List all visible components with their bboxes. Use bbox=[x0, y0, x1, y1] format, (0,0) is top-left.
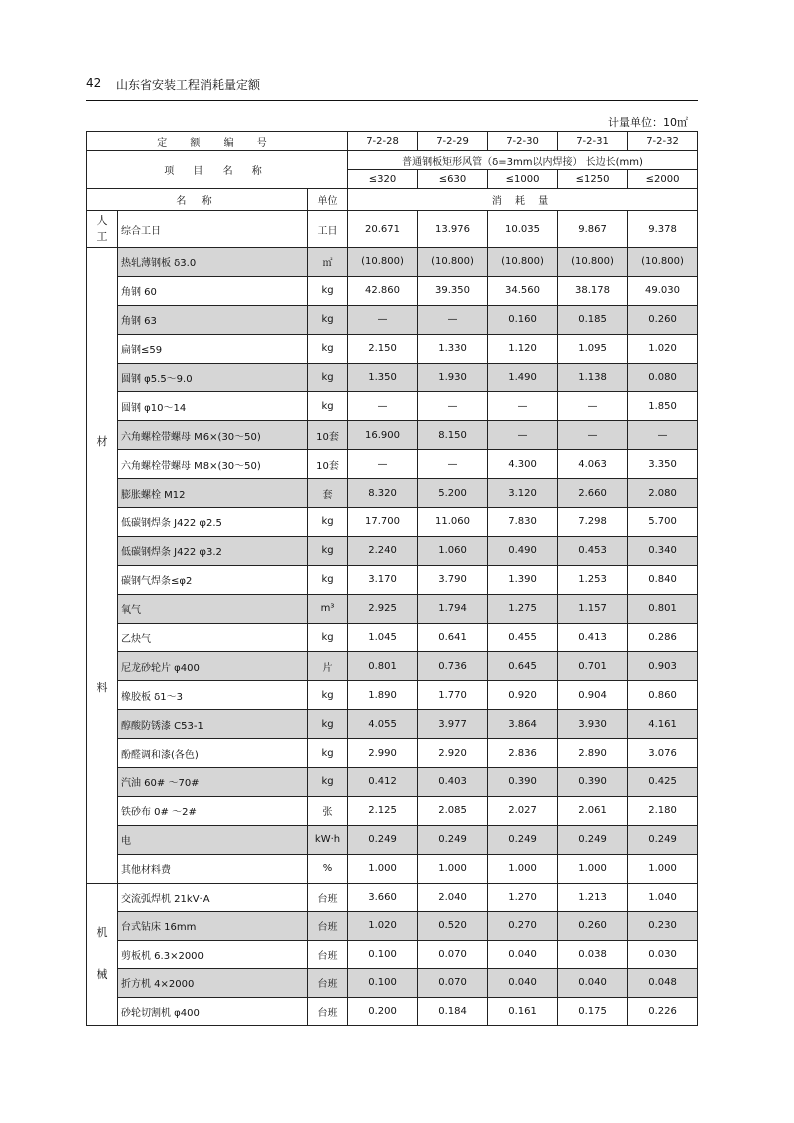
consumption-value: 2.836 bbox=[488, 739, 558, 768]
resource-name: 碳钢气焊条≤φ2 bbox=[118, 565, 308, 594]
material-row bbox=[87, 248, 698, 277]
consumption-value: 0.736 bbox=[418, 652, 488, 681]
consumption-value: 4.055 bbox=[348, 710, 418, 739]
consumption-value: 0.801 bbox=[628, 594, 698, 623]
labor-category-char: 工 bbox=[96, 230, 108, 243]
material-row bbox=[87, 565, 698, 594]
consumption-value: 1.000 bbox=[488, 854, 558, 883]
resource-name: 醇酸防锈漆 C53-1 bbox=[118, 710, 308, 739]
material-row bbox=[87, 710, 698, 739]
resource-name: 剪板机 6.3×2000 bbox=[118, 940, 308, 969]
header-rule bbox=[86, 100, 698, 101]
consumption-value: 1.138 bbox=[558, 363, 628, 392]
resource-unit: % bbox=[308, 854, 348, 883]
consumption-value: 2.920 bbox=[418, 739, 488, 768]
consumption-value: 1.930 bbox=[418, 363, 488, 392]
consumption-value: 0.038 bbox=[558, 940, 628, 969]
machine-row bbox=[87, 997, 698, 1026]
quota-number: 7-2-28 bbox=[348, 132, 418, 151]
resource-name: 铁砂布 0# ～2# bbox=[118, 796, 308, 825]
consumption-value: 1.390 bbox=[488, 565, 558, 594]
consumption-value: 0.701 bbox=[558, 652, 628, 681]
consumption-value: 0.270 bbox=[488, 912, 558, 941]
consumption-value: 8.150 bbox=[418, 421, 488, 450]
consumption-value: 13.976 bbox=[418, 211, 488, 248]
consumption-value: — bbox=[558, 392, 628, 421]
consumption-value: 1.040 bbox=[628, 883, 698, 912]
resource-unit: 台班 bbox=[308, 997, 348, 1026]
material-row bbox=[87, 508, 698, 537]
resource-unit: 10套 bbox=[308, 421, 348, 450]
resource-name: 乙炔气 bbox=[118, 623, 308, 652]
material-row bbox=[87, 623, 698, 652]
consumption-value: 0.080 bbox=[628, 363, 698, 392]
resource-unit: kg bbox=[308, 768, 348, 797]
material-row bbox=[87, 739, 698, 768]
labor-category-char: 人 bbox=[96, 213, 108, 227]
material-row bbox=[87, 768, 698, 797]
size-range: ≤1000 bbox=[488, 170, 558, 189]
consumption-value: 0.903 bbox=[628, 652, 698, 681]
consumption-value: 0.040 bbox=[558, 969, 628, 998]
consumption-value: 0.185 bbox=[558, 305, 628, 334]
consumption-value: 2.125 bbox=[348, 796, 418, 825]
page-number: 42 bbox=[86, 76, 102, 90]
resource-name: 砂轮切割机 φ400 bbox=[118, 997, 308, 1026]
consumption-value: 0.070 bbox=[418, 969, 488, 998]
consumption-value: 8.320 bbox=[348, 479, 418, 508]
resource-unit: kg bbox=[308, 392, 348, 421]
consumption-value: 1.045 bbox=[348, 623, 418, 652]
resource-unit: 10套 bbox=[308, 450, 348, 479]
material-row bbox=[87, 652, 698, 681]
consumption-value: 0.520 bbox=[418, 912, 488, 941]
consumption-value: 3.170 bbox=[348, 565, 418, 594]
resource-unit: 工日 bbox=[308, 211, 348, 248]
item-description-row bbox=[87, 151, 698, 170]
consumption-value: 3.076 bbox=[628, 739, 698, 768]
resource-name: 台式钻床 16mm bbox=[118, 912, 308, 941]
consumption-value: 5.700 bbox=[628, 508, 698, 537]
consumption-value: 7.830 bbox=[488, 508, 558, 537]
consumption-value: 1.095 bbox=[558, 334, 628, 363]
resource-name: 氧气 bbox=[118, 594, 308, 623]
col-consumption-header: 消 耗 量 bbox=[348, 189, 698, 211]
consumption-value: — bbox=[348, 392, 418, 421]
resource-unit: kg bbox=[308, 681, 348, 710]
material-row bbox=[87, 536, 698, 565]
consumption-value: 0.070 bbox=[418, 940, 488, 969]
consumption-value: 39.350 bbox=[418, 276, 488, 305]
consumption-value: 0.801 bbox=[348, 652, 418, 681]
resource-unit: 台班 bbox=[308, 912, 348, 941]
consumption-value: 42.860 bbox=[348, 276, 418, 305]
resource-name: 尼龙砂轮片 φ400 bbox=[118, 652, 308, 681]
resource-name: 圆钢 φ5.5～9.0 bbox=[118, 363, 308, 392]
size-range: ≤1250 bbox=[558, 170, 628, 189]
resource-unit: kg bbox=[308, 623, 348, 652]
consumption-value: 0.390 bbox=[488, 768, 558, 797]
resource-unit: kg bbox=[308, 739, 348, 768]
consumption-value: 2.180 bbox=[628, 796, 698, 825]
consumption-value: 1.850 bbox=[628, 392, 698, 421]
material-row bbox=[87, 594, 698, 623]
resource-unit: 台班 bbox=[308, 940, 348, 969]
consumption-value: 0.161 bbox=[488, 997, 558, 1026]
consumption-value: 16.900 bbox=[348, 421, 418, 450]
resource-unit: kW·h bbox=[308, 825, 348, 854]
material-category-char: 材 bbox=[96, 434, 108, 448]
material-row bbox=[87, 854, 698, 883]
consumption-value: 0.040 bbox=[488, 969, 558, 998]
material-row bbox=[87, 825, 698, 854]
resource-unit: 台班 bbox=[308, 883, 348, 912]
material-row bbox=[87, 276, 698, 305]
resource-unit: 套 bbox=[308, 479, 348, 508]
material-row bbox=[87, 479, 698, 508]
consumption-value: 1.270 bbox=[488, 883, 558, 912]
resource-unit: kg bbox=[308, 363, 348, 392]
resource-unit: 片 bbox=[308, 652, 348, 681]
consumption-value: 10.035 bbox=[488, 211, 558, 248]
consumption-value: 5.200 bbox=[418, 479, 488, 508]
machine-row bbox=[87, 969, 698, 998]
resource-name: 角钢 60 bbox=[118, 276, 308, 305]
consumption-value: 1.120 bbox=[488, 334, 558, 363]
column-header-row bbox=[87, 189, 698, 211]
resource-name: 折方机 4×2000 bbox=[118, 969, 308, 998]
consumption-value: 1.000 bbox=[348, 854, 418, 883]
consumption-value: 0.286 bbox=[628, 623, 698, 652]
consumption-value: 0.340 bbox=[628, 536, 698, 565]
consumption-value: 0.200 bbox=[348, 997, 418, 1026]
consumption-value: 0.249 bbox=[558, 825, 628, 854]
resource-name: 低碳钢焊条 J422 φ2.5 bbox=[118, 508, 308, 537]
consumption-value: 3.790 bbox=[418, 565, 488, 594]
resource-name: 低碳钢焊条 J422 φ3.2 bbox=[118, 536, 308, 565]
consumption-value: 3.930 bbox=[558, 710, 628, 739]
machine-category-char: 械 bbox=[96, 968, 108, 982]
consumption-value: 0.412 bbox=[348, 768, 418, 797]
size-range: ≤2000 bbox=[628, 170, 698, 189]
resource-unit: 张 bbox=[308, 796, 348, 825]
resource-unit: kg bbox=[308, 536, 348, 565]
consumption-value: 0.490 bbox=[488, 536, 558, 565]
consumption-value: 0.425 bbox=[628, 768, 698, 797]
consumption-value: 34.560 bbox=[488, 276, 558, 305]
material-row bbox=[87, 796, 698, 825]
consumption-value: 1.157 bbox=[558, 594, 628, 623]
consumption-value: (10.800) bbox=[348, 248, 418, 277]
consumption-value: 0.260 bbox=[628, 305, 698, 334]
resource-name: 酚醛调和漆(各色) bbox=[118, 739, 308, 768]
consumption-value: 1.350 bbox=[348, 363, 418, 392]
material-row bbox=[87, 363, 698, 392]
resource-name: 汽油 60# ～70# bbox=[118, 768, 308, 797]
resource-unit: kg bbox=[308, 508, 348, 537]
labor-row bbox=[87, 211, 698, 248]
consumption-value: 1.000 bbox=[628, 854, 698, 883]
size-range: ≤320 bbox=[348, 170, 418, 189]
consumption-value: 0.920 bbox=[488, 681, 558, 710]
consumption-value: 0.390 bbox=[558, 768, 628, 797]
resource-unit: kg bbox=[308, 334, 348, 363]
consumption-value: 0.645 bbox=[488, 652, 558, 681]
resource-name: 其他材料费 bbox=[118, 854, 308, 883]
col-unit-header: 单位 bbox=[308, 189, 348, 211]
material-row bbox=[87, 334, 698, 363]
consumption-value: — bbox=[558, 421, 628, 450]
resource-unit: kg bbox=[308, 276, 348, 305]
page-header bbox=[86, 76, 698, 98]
consumption-value: 0.249 bbox=[418, 825, 488, 854]
consumption-value: 3.350 bbox=[628, 450, 698, 479]
consumption-value: 2.085 bbox=[418, 796, 488, 825]
book-title: 山东省安装工程消耗量定额 bbox=[116, 78, 261, 92]
resource-unit: kg bbox=[308, 565, 348, 594]
consumption-value: 0.840 bbox=[628, 565, 698, 594]
material-row bbox=[87, 450, 698, 479]
resource-name: 角钢 63 bbox=[118, 305, 308, 334]
consumption-value: 1.020 bbox=[628, 334, 698, 363]
consumption-value: 0.230 bbox=[628, 912, 698, 941]
consumption-value: 4.300 bbox=[488, 450, 558, 479]
consumption-value: (10.800) bbox=[558, 248, 628, 277]
quota-number-row bbox=[87, 132, 698, 151]
resource-name: 圆钢 φ10～14 bbox=[118, 392, 308, 421]
consumption-value: 0.260 bbox=[558, 912, 628, 941]
consumption-value: — bbox=[628, 421, 698, 450]
consumption-value: 0.175 bbox=[558, 997, 628, 1026]
consumption-value: (10.800) bbox=[418, 248, 488, 277]
consumption-value: 1.770 bbox=[418, 681, 488, 710]
machine-category bbox=[87, 883, 118, 1026]
consumption-value: 38.178 bbox=[558, 276, 628, 305]
consumption-value: 0.160 bbox=[488, 305, 558, 334]
consumption-value: 0.249 bbox=[488, 825, 558, 854]
consumption-value: — bbox=[418, 450, 488, 479]
consumption-value: 3.120 bbox=[488, 479, 558, 508]
consumption-value: 0.249 bbox=[628, 825, 698, 854]
resource-name: 交流弧焊机 21kV·A bbox=[118, 883, 308, 912]
resource-name: 热轧薄钢板 δ3.0 bbox=[118, 248, 308, 277]
consumption-value: 0.100 bbox=[348, 940, 418, 969]
consumption-value: 2.890 bbox=[558, 739, 628, 768]
material-row bbox=[87, 392, 698, 421]
consumption-value: 3.977 bbox=[418, 710, 488, 739]
quota-number-label: 定 额 编 号 bbox=[87, 132, 348, 151]
material-category bbox=[87, 248, 118, 884]
machine-row bbox=[87, 912, 698, 941]
consumption-value: 20.671 bbox=[348, 211, 418, 248]
consumption-value: 0.048 bbox=[628, 969, 698, 998]
consumption-value: 1.213 bbox=[558, 883, 628, 912]
quota-table bbox=[86, 131, 698, 1026]
consumption-value: 0.904 bbox=[558, 681, 628, 710]
consumption-value: 11.060 bbox=[418, 508, 488, 537]
consumption-value: 0.184 bbox=[418, 997, 488, 1026]
consumption-value: — bbox=[348, 450, 418, 479]
consumption-value: — bbox=[488, 392, 558, 421]
machine-row bbox=[87, 940, 698, 969]
consumption-value: 3.660 bbox=[348, 883, 418, 912]
size-range: ≤630 bbox=[418, 170, 488, 189]
consumption-value: 1.253 bbox=[558, 565, 628, 594]
consumption-value: 2.080 bbox=[628, 479, 698, 508]
consumption-value: — bbox=[418, 305, 488, 334]
consumption-value: — bbox=[418, 392, 488, 421]
consumption-value: 0.455 bbox=[488, 623, 558, 652]
resource-unit: 台班 bbox=[308, 969, 348, 998]
consumption-value: 1.275 bbox=[488, 594, 558, 623]
labor-category bbox=[87, 211, 118, 248]
resource-unit: ㎡ bbox=[308, 248, 348, 277]
consumption-value: 0.100 bbox=[348, 969, 418, 998]
consumption-value: 1.000 bbox=[558, 854, 628, 883]
item-description: 普通钢板矩形风管（δ=3mm以内焊接） 长边长(mm) bbox=[348, 151, 698, 170]
consumption-value: 1.000 bbox=[418, 854, 488, 883]
consumption-value: (10.800) bbox=[628, 248, 698, 277]
consumption-value: 0.226 bbox=[628, 997, 698, 1026]
consumption-value: 2.990 bbox=[348, 739, 418, 768]
material-row bbox=[87, 305, 698, 334]
consumption-value: 0.860 bbox=[628, 681, 698, 710]
consumption-value: 2.061 bbox=[558, 796, 628, 825]
consumption-value: 2.925 bbox=[348, 594, 418, 623]
consumption-value: 0.641 bbox=[418, 623, 488, 652]
consumption-value: 9.378 bbox=[628, 211, 698, 248]
resource-unit: m³ bbox=[308, 594, 348, 623]
machine-row bbox=[87, 883, 698, 912]
consumption-value: 1.060 bbox=[418, 536, 488, 565]
consumption-value: 3.864 bbox=[488, 710, 558, 739]
consumption-value: 2.027 bbox=[488, 796, 558, 825]
consumption-value: 2.040 bbox=[418, 883, 488, 912]
col-name-header: 名 称 bbox=[87, 189, 308, 211]
consumption-value: 0.453 bbox=[558, 536, 628, 565]
consumption-value: 4.063 bbox=[558, 450, 628, 479]
consumption-value: 1.330 bbox=[418, 334, 488, 363]
quota-number: 7-2-30 bbox=[488, 132, 558, 151]
consumption-value: 2.150 bbox=[348, 334, 418, 363]
resource-name: 六角螺栓带螺母 M6×(30～50) bbox=[118, 421, 308, 450]
resource-name: 膨胀螺栓 M12 bbox=[118, 479, 308, 508]
consumption-value: 2.660 bbox=[558, 479, 628, 508]
resource-name: 六角螺栓带螺母 M8×(30～50) bbox=[118, 450, 308, 479]
material-row bbox=[87, 421, 698, 450]
resource-name: 综合工日 bbox=[118, 211, 308, 248]
consumption-value: 1.020 bbox=[348, 912, 418, 941]
item-name-label: 项 目 名 称 bbox=[87, 151, 348, 189]
resource-unit: kg bbox=[308, 710, 348, 739]
consumption-value: 0.030 bbox=[628, 940, 698, 969]
consumption-value: 49.030 bbox=[628, 276, 698, 305]
resource-unit: kg bbox=[308, 305, 348, 334]
consumption-value: 2.240 bbox=[348, 536, 418, 565]
material-row bbox=[87, 681, 698, 710]
quota-number: 7-2-31 bbox=[558, 132, 628, 151]
consumption-value: 7.298 bbox=[558, 508, 628, 537]
consumption-value: — bbox=[488, 421, 558, 450]
resource-name: 扁钢≤59 bbox=[118, 334, 308, 363]
material-category-char: 料 bbox=[96, 681, 108, 695]
consumption-value: 0.403 bbox=[418, 768, 488, 797]
resource-name: 橡胶板 δ1～3 bbox=[118, 681, 308, 710]
consumption-value: — bbox=[348, 305, 418, 334]
consumption-value: 4.161 bbox=[628, 710, 698, 739]
consumption-value: 1.794 bbox=[418, 594, 488, 623]
consumption-value: 0.040 bbox=[488, 940, 558, 969]
quota-number: 7-2-32 bbox=[628, 132, 698, 151]
consumption-value: 0.413 bbox=[558, 623, 628, 652]
consumption-value: 17.700 bbox=[348, 508, 418, 537]
consumption-value: 9.867 bbox=[558, 211, 628, 248]
consumption-value: 0.249 bbox=[348, 825, 418, 854]
consumption-value: 1.490 bbox=[488, 363, 558, 392]
machine-category-char: 机 bbox=[96, 925, 108, 939]
quota-number: 7-2-29 bbox=[418, 132, 488, 151]
unit-label: 计量单位：10㎡ bbox=[608, 116, 688, 129]
resource-name: 电 bbox=[118, 825, 308, 854]
consumption-value: (10.800) bbox=[488, 248, 558, 277]
consumption-value: 1.890 bbox=[348, 681, 418, 710]
